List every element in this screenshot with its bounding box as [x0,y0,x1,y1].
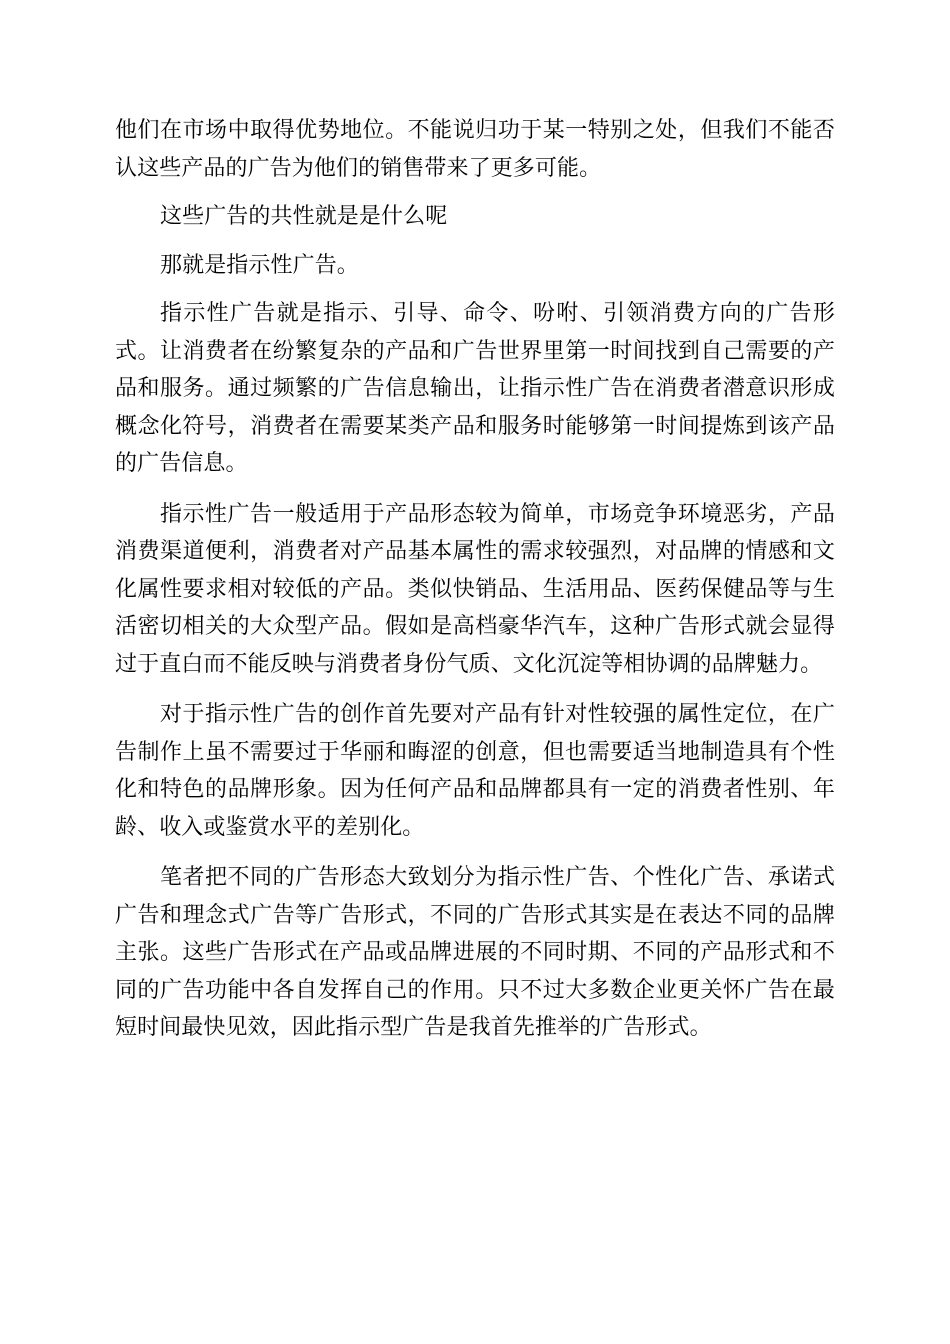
paragraph-creation: 对于指示性广告的创作首先要对产品有针对性较强的属性定位，在广告制作上虽不需要过于华丽和晦涩的创意，但也需要适当地制造具有个性化和特色的品牌形象。因为任何产品和品牌都具有一定的消费者性别、年龄、收入或鉴赏水平的差别化。 [115,702,835,840]
paragraph-continuation: 他们在市场中取得优势地位。不能说归功于某一特别之处，但我们不能否认这些产品的广告为他们的销售带来了更多可能。 [115,118,835,181]
paragraph-answer: 那就是指示性广告。 [160,252,359,278]
document-page [115,112,835,1047]
paragraph-applicability: 指示性广告一般适用于产品形态较为简单，市场竞争环境恶劣，产品消费渠道便利，消费者对产品基本属性的需求较强烈，对品牌的情感和文化属性要求相对较低的产品。类似快销品、生活用品、医药保健品等与生活密切相关的大众型产品。假如是高档豪华汽车，这种广告形式就会显得过于直白而不能反映与消费者身份气质、文化沉淀等相协调的品牌魅力。 [115,501,835,677]
paragraph-definition: 指示性广告就是指示、引导、命令、吩咐、引领消费方向的广告形式。让消费者在纷繁复杂的产品和广告世界里第一时间找到自己需要的产品和服务。通过频繁的广告信息输出，让指示性广告在消费者潜意识形成概念化符号，消费者在需要某类产品和服务时能够第一时间提炼到该产品的广告信息。 [115,301,835,476]
paragraph-question: 这些广告的共性就是是什么呢 [160,204,448,229]
paragraph-classification: 笔者把不同的广告形态大致划分为指示性广告、个性化广告、承诺式广告和理念式广告等广告形式，不同的广告形式其实是在表达不同的品牌主张。这些广告形式在产品或品牌进展的不同时期、不同的产品形式和不同的广告功能中各自发挥自己的作用。只不过大多数企业更关怀广告在最短时间最快见效，因此指示型广告是我首先推举的广告形式。 [115,865,835,1040]
